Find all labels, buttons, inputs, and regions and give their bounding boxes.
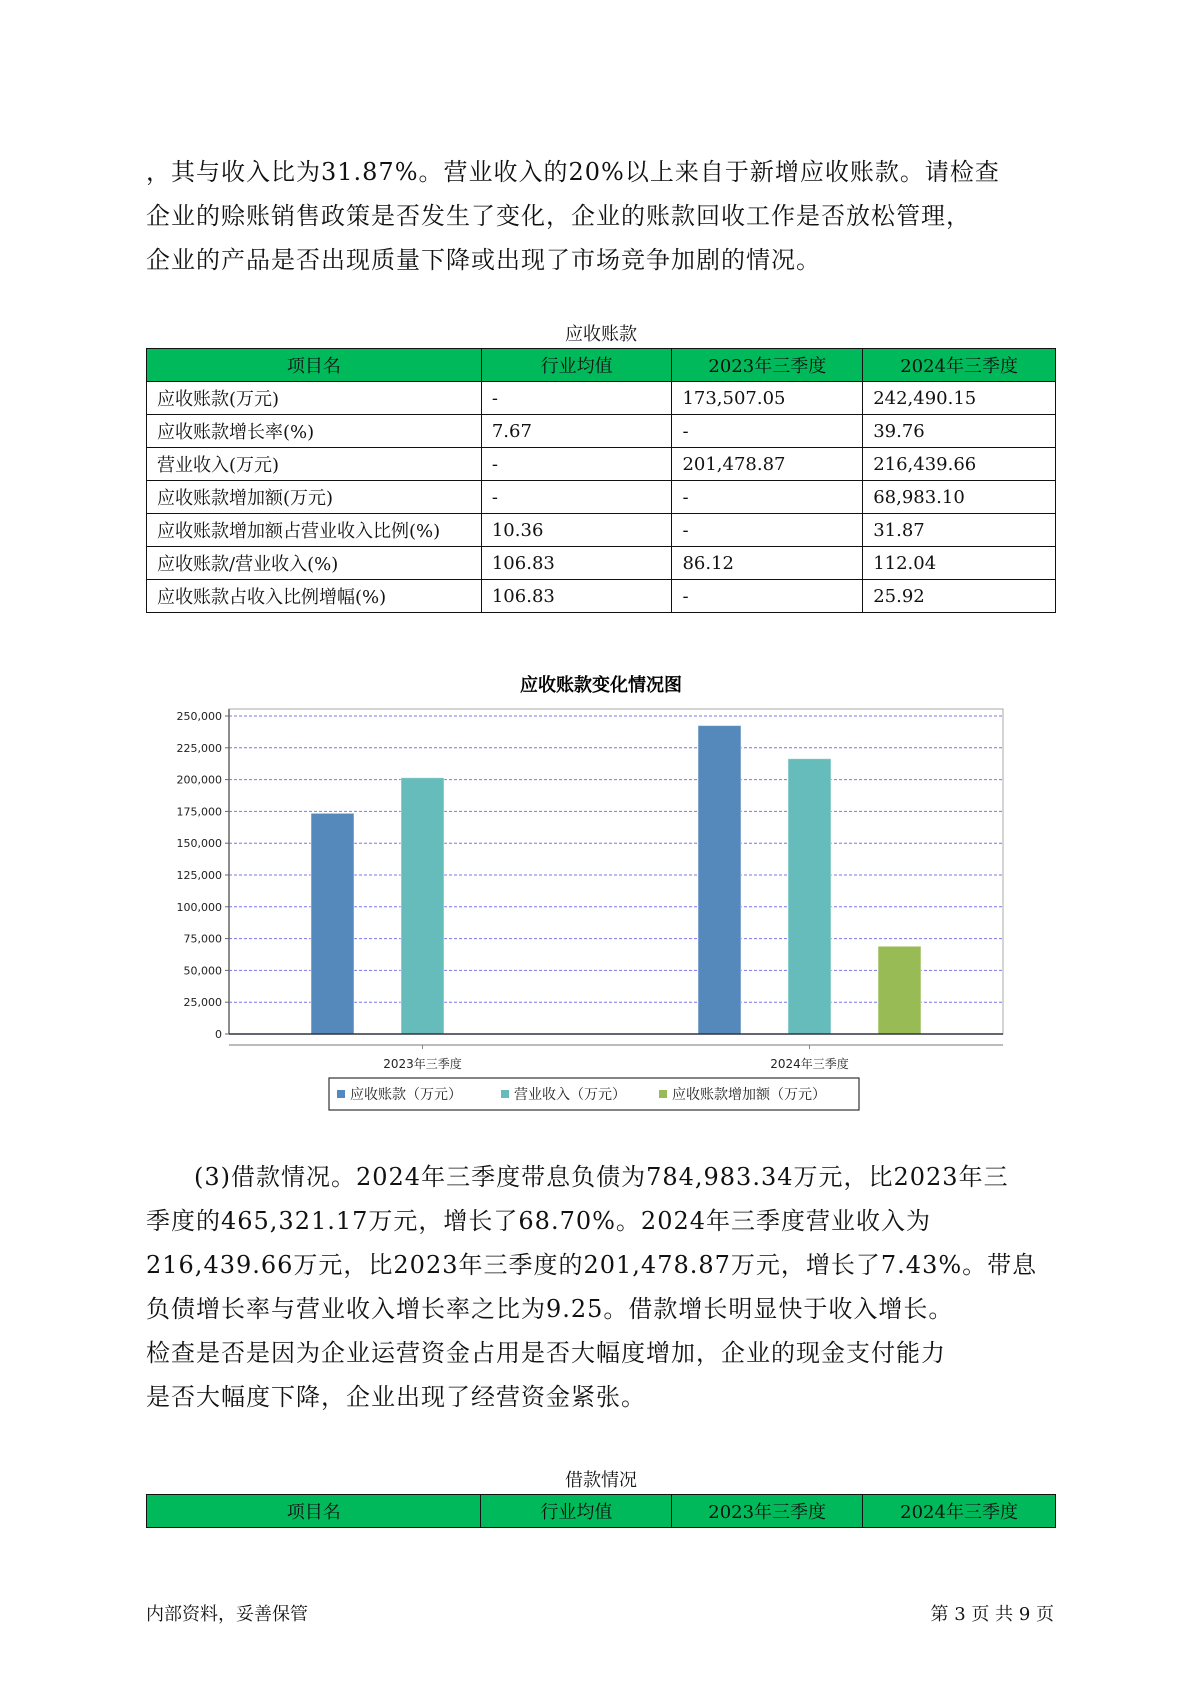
cell-industry-avg: -: [481, 382, 672, 415]
header-item-name: 项目名: [147, 349, 482, 382]
table-header-row: [147, 349, 1056, 382]
bar-receivables-increase-1: [878, 946, 921, 1034]
cell-2024q3: 216,439.66: [863, 448, 1056, 481]
cell-2023q3: 173,507.05: [672, 382, 863, 415]
header-2023q3: 2023年三季度: [672, 1495, 863, 1528]
y-tick-label: 200,000: [176, 773, 222, 787]
paragraph-line: (3)借款情况。2024年三季度带息负债为784,983.34万元，比2023年三: [194, 1163, 1009, 1191]
table-row: [147, 382, 1056, 415]
table-header-row: [147, 1495, 1056, 1528]
footer-confidential-note: 内部资料，妥善保管: [146, 1604, 308, 1625]
bar-receivables-1: [698, 726, 741, 1034]
table-row: [147, 547, 1056, 580]
cell-industry-avg: 106.83: [481, 547, 672, 580]
table-caption-borrowing: 借款情况: [565, 1470, 637, 1491]
cell-2024q3: 68,983.10: [863, 481, 1056, 514]
header-item-name: 项目名: [147, 1495, 481, 1528]
cell-2023q3: -: [672, 481, 863, 514]
y-tick-label: 50,000: [183, 964, 222, 978]
legend-label: 应收账款（万元）: [350, 1087, 462, 1103]
x-tick-label: 2023年三季度: [383, 1057, 462, 1071]
cell-item-name: 应收账款(万元): [147, 382, 482, 415]
cell-2024q3: 112.04: [863, 547, 1056, 580]
cell-2023q3: -: [672, 514, 863, 547]
cell-item-name: 应收账款增长率(%): [147, 415, 482, 448]
y-tick-label: 75,000: [183, 932, 222, 946]
table-row: [147, 580, 1056, 613]
paragraph-line: 是否大幅度下降，企业出现了经营资金紧张。: [146, 1383, 646, 1411]
cell-industry-avg: -: [481, 448, 672, 481]
cell-item-name: 应收账款增加额(万元): [147, 481, 482, 514]
legend-label: 营业收入（万元）: [514, 1087, 626, 1103]
receivables-table: [146, 348, 1056, 613]
paragraph-line: 检查是否是因为企业运营资金占用是否大幅度增加，企业的现金支付能力: [146, 1339, 946, 1367]
y-tick-label: 25,000: [183, 996, 222, 1010]
header-industry-avg: 行业均值: [481, 349, 672, 382]
cell-2023q3: 201,478.87: [672, 448, 863, 481]
header-industry-avg: 行业均值: [481, 1495, 672, 1528]
chart-y-axis: [177, 709, 230, 1041]
bar-revenue-0: [401, 778, 444, 1034]
cell-industry-avg: 7.67: [481, 415, 672, 448]
paragraph-receivables-analysis: [146, 150, 1061, 282]
chart-title: 应收账款变化情况图: [520, 675, 682, 696]
paragraph-line: ，其与收入比为31.87%。营业收入的20%以上来自于新增应收账款。请检查: [146, 158, 1000, 186]
table-row: [147, 448, 1056, 481]
footer-page-number: 第 3 页 共 9 页: [930, 1604, 1054, 1625]
header-2023q3: 2023年三季度: [672, 349, 863, 382]
y-tick-label: 175,000: [176, 805, 222, 819]
legend-label: 应收账款增加额（万元）: [672, 1087, 826, 1103]
y-tick-label: 0: [215, 1028, 222, 1041]
cell-industry-avg: -: [481, 481, 672, 514]
cell-item-name: 营业收入(万元): [147, 448, 482, 481]
y-tick-label: 250,000: [176, 710, 222, 723]
cell-industry-avg: 10.36: [481, 514, 672, 547]
cell-industry-avg: 106.83: [481, 580, 672, 613]
chart-x-axis: [229, 1034, 1003, 1071]
y-tick-label: 125,000: [176, 869, 222, 882]
cell-item-name: 应收账款占收入比例增幅(%): [147, 580, 482, 613]
cell-2024q3: 31.87: [863, 514, 1056, 547]
bar-receivables-0: [311, 813, 354, 1034]
cell-2024q3: 39.76: [863, 415, 1056, 448]
x-tick-label: 2024年三季度: [770, 1057, 849, 1071]
paragraph-line: 企业的赊账销售政策是否发生了变化，企业的账款回收工作是否放松管理，: [146, 202, 971, 230]
y-tick-label: 100,000: [176, 900, 222, 914]
legend-swatch: [501, 1090, 509, 1098]
legend-swatch: [337, 1090, 345, 1098]
cell-2023q3: -: [672, 415, 863, 448]
cell-2024q3: 242,490.15: [863, 382, 1056, 415]
chart-legend: [329, 1078, 859, 1110]
header-2024q3: 2024年三季度: [863, 1495, 1056, 1528]
paragraph-borrowing-analysis: [146, 1155, 1061, 1419]
paragraph-line: 负债增长率与营业收入增长率之比为9.25。借款增长明显快于收入增长。: [146, 1295, 954, 1323]
cell-2023q3: -: [672, 580, 863, 613]
header-2024q3: 2024年三季度: [863, 349, 1056, 382]
cell-2024q3: 25.92: [863, 580, 1056, 613]
y-tick-label: 225,000: [176, 741, 222, 755]
y-tick-label: 150,000: [176, 837, 222, 851]
table-row: [147, 514, 1056, 547]
cell-item-name: 应收账款/营业收入(%): [147, 547, 482, 580]
paragraph-line: 季度的465,321.17万元，增长了68.70%。2024年三季度营业收入为: [146, 1207, 932, 1235]
paragraph-line: 216,439.66万元，比2023年三季度的201,478.87万元，增长了7.43%。带息: [146, 1251, 1038, 1279]
table-row: [147, 481, 1056, 514]
table-caption-receivables: 应收账款: [565, 324, 637, 345]
borrowing-table: [146, 1494, 1056, 1528]
paragraph-line: 企业的产品是否出现质量下降或出现了市场竞争加剧的情况。: [146, 246, 821, 274]
receivables-chart: [146, 665, 1046, 1135]
bar-revenue-1: [788, 759, 831, 1034]
cell-item-name: 应收账款增加额占营业收入比例(%): [147, 514, 482, 547]
cell-2023q3: 86.12: [672, 547, 863, 580]
chart-bars: [311, 726, 921, 1034]
table-row: [147, 415, 1056, 448]
legend-swatch: [659, 1090, 667, 1098]
